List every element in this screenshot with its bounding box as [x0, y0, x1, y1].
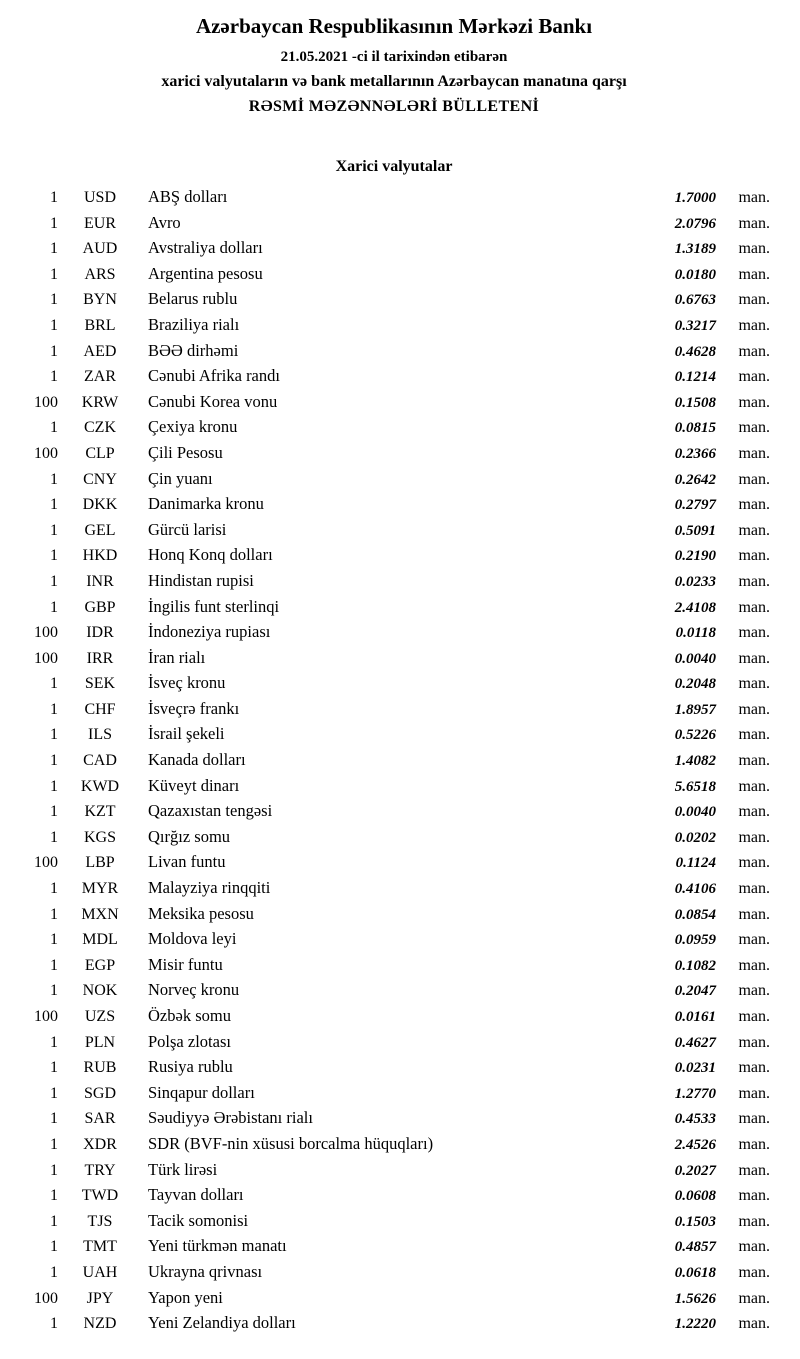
row-currency-code: RUB [83, 1059, 117, 1077]
currency-table-body [18, 187, 770, 1339]
table-row [18, 878, 770, 904]
row-currency-code: CNY [83, 470, 117, 488]
row-currency-code: AED [83, 342, 117, 360]
row-rate-value: 0.0959 [674, 932, 716, 949]
row-currency-name: Yeni türkmən manatı [148, 1236, 287, 1256]
table-row [18, 187, 770, 213]
row-rate-unit: man. [738, 368, 770, 386]
row-rate-value: 0.2047 [674, 983, 716, 1000]
row-rate-value: 1.2220 [674, 1316, 716, 1333]
row-currency-code: TRY [84, 1161, 116, 1179]
row-currency-code: INR [86, 572, 114, 590]
row-rate-unit: man. [738, 649, 770, 667]
row-currency-code: KGS [83, 828, 116, 846]
table-row [18, 1236, 770, 1262]
row-rate-unit: man. [738, 1315, 770, 1333]
row-quantity: 100 [34, 854, 58, 872]
table-row [18, 1032, 770, 1058]
table-row [18, 1211, 770, 1237]
row-rate-unit: man. [738, 931, 770, 949]
row-rate-value: 0.0815 [674, 420, 716, 437]
row-rate-unit: man. [738, 521, 770, 539]
table-row [18, 750, 770, 776]
row-rate-unit: man. [738, 1135, 770, 1153]
row-currency-code: IRR [86, 649, 114, 667]
section-title-foreign-currencies: Xarici valyutalar [335, 158, 453, 175]
row-rate-unit: man. [738, 316, 770, 334]
row-currency-name: Qazaxıstan tengəsi [148, 801, 273, 821]
row-quantity: 1 [50, 1238, 58, 1256]
row-currency-code: BYN [83, 291, 117, 309]
row-quantity: 1 [50, 419, 58, 437]
row-rate-value: 0.2048 [674, 676, 716, 693]
row-rate-value: 0.0231 [674, 1060, 716, 1077]
table-row [18, 417, 770, 443]
row-rate-unit: man. [738, 624, 770, 642]
row-rate-value: 0.4533 [674, 1111, 716, 1128]
row-quantity: 1 [50, 470, 58, 488]
row-quantity: 1 [50, 316, 58, 334]
row-rate-unit: man. [738, 803, 770, 821]
row-rate-unit: man. [738, 572, 770, 590]
row-currency-code: ZAR [84, 368, 116, 386]
row-rate-value: 5.6518 [674, 778, 716, 795]
row-rate-unit: man. [738, 777, 770, 795]
row-rate-unit: man. [738, 700, 770, 718]
row-quantity: 1 [50, 189, 58, 206]
row-currency-code: EGP [84, 956, 116, 974]
table-row [18, 366, 770, 392]
row-rate-value: 0.2797 [674, 497, 716, 514]
row-currency-name: Çin yuanı [148, 468, 213, 488]
bulletin-header [18, 14, 770, 116]
row-currency-code: TJS [87, 1212, 113, 1230]
row-rate-value: 1.4082 [674, 753, 716, 770]
row-rate-unit: man. [738, 1161, 770, 1179]
row-quantity: 1 [50, 1033, 58, 1051]
row-rate-unit: man. [738, 1212, 770, 1230]
row-rate-value: 0.2027 [674, 1162, 716, 1179]
row-currency-name: İndoneziya rupiası [148, 622, 271, 642]
row-currency-name: Tayvan dolları [148, 1185, 244, 1205]
row-rate-unit: man. [738, 240, 770, 258]
row-quantity: 1 [50, 982, 58, 1000]
row-currency-code: USD [83, 189, 116, 206]
row-rate-value: 0.6763 [674, 292, 716, 309]
row-currency-code: SGD [83, 1084, 116, 1102]
row-currency-name: Yapon yeni [148, 1287, 223, 1307]
row-currency-name: Tacik somonisi [148, 1210, 249, 1230]
row-rate-unit: man. [738, 854, 770, 872]
row-currency-name: İsveçrə frankı [148, 698, 240, 718]
row-currency-code: SAR [84, 1110, 116, 1128]
row-quantity: 1 [50, 1161, 58, 1179]
row-currency-name: Norveç kronu [148, 980, 240, 1000]
row-currency-name: Ukrayna qrivnası [148, 1261, 263, 1281]
row-rate-unit: man. [738, 828, 770, 846]
row-rate-unit: man. [738, 496, 770, 514]
row-currency-code: MDL [82, 931, 118, 949]
table-row [18, 955, 770, 981]
table-row [18, 648, 770, 674]
row-currency-code: ILS [88, 726, 112, 744]
row-currency-name: Qırğız somu [148, 826, 231, 846]
table-row [18, 1160, 770, 1186]
row-currency-code: CZK [84, 419, 116, 437]
row-rate-unit: man. [738, 905, 770, 923]
row-rate-value: 0.0040 [674, 650, 716, 667]
row-rate-value: 0.0202 [674, 829, 716, 846]
row-rate-value: 0.5226 [674, 727, 716, 744]
row-currency-code: MYR [81, 880, 119, 898]
row-currency-code: CLP [85, 444, 115, 462]
row-currency-name: Polşa zlotası [148, 1031, 231, 1051]
row-rate-unit: man. [738, 291, 770, 309]
row-rate-value: 1.3189 [674, 241, 716, 258]
row-rate-value: 1.5626 [674, 1290, 716, 1307]
row-rate-value: 0.0854 [674, 906, 716, 923]
row-quantity: 1 [50, 240, 58, 258]
table-row [18, 494, 770, 520]
row-currency-name: Çili Pesosu [148, 442, 223, 462]
row-rate-value: 2.4108 [674, 599, 716, 616]
table-row [18, 622, 770, 648]
table-row [18, 443, 770, 469]
row-currency-name: İsveç kronu [148, 673, 226, 693]
row-currency-name: Çexiya kronu [148, 417, 238, 437]
row-quantity: 100 [34, 649, 58, 667]
row-quantity: 1 [50, 675, 58, 693]
row-currency-code: GEL [84, 521, 116, 539]
row-currency-name: Yeni Zelandiya dolları [148, 1313, 296, 1333]
row-quantity: 1 [50, 368, 58, 386]
row-quantity: 1 [50, 496, 58, 514]
row-rate-unit: man. [738, 547, 770, 565]
row-rate-unit: man. [738, 444, 770, 462]
row-quantity: 100 [34, 1008, 58, 1025]
row-rate-value: 0.0040 [674, 804, 716, 821]
row-currency-code: HKD [82, 547, 118, 565]
row-rate-value: 0.4106 [674, 881, 716, 898]
row-currency-code: PLN [84, 1033, 116, 1051]
row-quantity: 1 [50, 905, 58, 923]
row-rate-unit: man. [738, 1084, 770, 1102]
row-currency-name: İsrail şekeli [148, 724, 225, 744]
table-row [18, 289, 770, 315]
row-rate-value: 1.8957 [674, 701, 716, 718]
row-rate-value: 0.2366 [674, 445, 716, 462]
row-quantity: 1 [50, 265, 58, 283]
row-currency-name: Honq Konq dolları [148, 545, 273, 565]
row-quantity: 1 [50, 777, 58, 795]
row-quantity: 1 [50, 1059, 58, 1077]
table-row [18, 520, 770, 546]
row-rate-unit: man. [738, 342, 770, 360]
table-row [18, 1057, 770, 1083]
bank-name-title: Azərbaycan Respublikasının Mərkəzi Bankı [195, 14, 593, 38]
row-currency-name: Sinqapur dolları [148, 1082, 255, 1102]
row-currency-name: BƏƏ dirhəmi [148, 340, 239, 360]
table-row [18, 1262, 770, 1288]
row-rate-value: 2.0796 [674, 215, 716, 232]
row-currency-code: CHF [84, 700, 116, 718]
row-rate-unit: man. [738, 393, 770, 411]
table-row [18, 827, 770, 853]
row-currency-name: Avstraliya dolları [148, 238, 263, 258]
row-currency-code: TWD [81, 1187, 119, 1205]
row-currency-code: SEK [84, 675, 116, 693]
row-quantity: 1 [50, 214, 58, 232]
row-quantity: 100 [34, 444, 58, 462]
row-currency-code: BRL [84, 316, 116, 334]
row-currency-name: Özbək somu [148, 1006, 231, 1025]
row-quantity: 100 [34, 1289, 58, 1307]
row-rate-value: 0.5091 [674, 522, 716, 539]
row-rate-unit: man. [738, 1289, 770, 1307]
row-currency-name: Avro [148, 212, 181, 232]
row-quantity: 1 [50, 1135, 58, 1153]
row-currency-name: Danimarka kronu [148, 494, 264, 514]
row-quantity: 1 [50, 598, 58, 616]
row-currency-name: Livan funtu [148, 852, 226, 872]
row-currency-name: Moldova leyi [148, 929, 237, 949]
table-row [18, 1108, 770, 1134]
row-currency-name: Kanada dolları [148, 750, 246, 770]
row-currency-code: DKK [82, 496, 118, 514]
table-row [18, 315, 770, 341]
row-currency-code: AUD [82, 240, 118, 258]
row-currency-name: Cənubi Afrika randı [148, 366, 280, 386]
effective-date-line: 21.05.2021 -ci il tarixindən etibarən [280, 49, 508, 65]
row-rate-value: 0.1214 [674, 369, 716, 386]
table-row [18, 852, 770, 878]
row-currency-code: KRW [81, 393, 119, 411]
row-rate-value: 0.0608 [674, 1188, 716, 1205]
row-quantity: 1 [50, 1187, 58, 1205]
row-currency-code: CAD [83, 752, 117, 770]
row-quantity: 1 [50, 956, 58, 974]
row-currency-name: Malayziya rinqqiti [148, 878, 271, 898]
table-row [18, 776, 770, 802]
row-rate-value: 0.0161 [674, 1009, 716, 1025]
row-currency-code: UZS [84, 1008, 116, 1025]
row-quantity: 100 [34, 393, 58, 411]
row-rate-value: 0.4627 [674, 1034, 716, 1051]
row-currency-code: GBP [84, 598, 116, 616]
row-quantity: 1 [50, 880, 58, 898]
table-row [18, 213, 770, 239]
table-row [18, 904, 770, 930]
table-row [18, 571, 770, 597]
row-currency-code: KWD [80, 777, 120, 795]
scope-line: xarici valyutaların və bank metallarının Azərbaycan manatına qarşı [161, 73, 627, 90]
row-rate-unit: man. [738, 214, 770, 232]
row-currency-code: ARS [84, 265, 116, 283]
row-currency-name: Gürcü larisi [148, 519, 227, 539]
table-row [18, 1288, 770, 1314]
row-currency-code: EUR [84, 214, 116, 232]
table-row [18, 264, 770, 290]
row-currency-name: İran rialı [148, 647, 206, 667]
row-rate-unit: man. [738, 1238, 770, 1256]
row-quantity: 1 [50, 1263, 58, 1281]
row-rate-value: 0.2642 [674, 471, 716, 488]
row-rate-unit: man. [738, 752, 770, 770]
row-currency-name: Səudiyyə Ərəbistanı rialı [148, 1108, 313, 1128]
row-quantity: 1 [50, 1315, 58, 1333]
row-rate-value: 0.0180 [674, 266, 716, 283]
row-currency-name: Hindistan rupisi [148, 570, 254, 590]
row-quantity: 1 [50, 342, 58, 360]
row-rate-unit: man. [738, 419, 770, 437]
table-row [18, 341, 770, 367]
table-row [18, 980, 770, 1006]
row-currency-name: Belarus rublu [148, 289, 238, 309]
row-rate-unit: man. [738, 880, 770, 898]
row-rate-value: 0.1508 [674, 394, 716, 411]
row-rate-unit: man. [738, 1059, 770, 1077]
row-quantity: 1 [50, 726, 58, 744]
row-quantity: 1 [50, 1084, 58, 1102]
row-currency-name: Argentina pesosu [148, 263, 263, 283]
row-currency-code: KZT [84, 803, 116, 821]
table-row [18, 699, 770, 725]
row-currency-name: Rusiya rublu [148, 1057, 233, 1077]
row-rate-value: 0.2190 [674, 548, 716, 565]
table-row [18, 392, 770, 418]
row-currency-name: ABŞ dolları [148, 187, 228, 206]
row-currency-code: LBP [85, 854, 115, 872]
row-quantity: 1 [50, 700, 58, 718]
row-rate-value: 0.1503 [674, 1213, 716, 1230]
table-row [18, 1134, 770, 1160]
row-rate-unit: man. [738, 982, 770, 1000]
row-rate-value: 0.0233 [674, 573, 716, 590]
table-row [18, 597, 770, 623]
row-currency-code: NOK [82, 982, 118, 1000]
row-currency-code: NZD [83, 1315, 117, 1333]
row-currency-name: Cənubi Korea vonu [148, 391, 278, 411]
row-rate-unit: man. [738, 1187, 770, 1205]
row-rate-value: 1.2770 [674, 1085, 716, 1102]
row-quantity: 1 [50, 291, 58, 309]
row-rate-value: 0.1082 [674, 957, 716, 974]
row-rate-value: 0.0118 [675, 625, 716, 642]
table-row [18, 1185, 770, 1211]
row-quantity: 1 [50, 752, 58, 770]
row-quantity: 1 [50, 1212, 58, 1230]
row-rate-unit: man. [738, 956, 770, 974]
row-rate-value: 0.4857 [674, 1239, 716, 1256]
row-currency-code: MXN [81, 905, 119, 923]
bulletin-title: RƏSMİ MƏZƏNNƏLƏRİ BÜLLETENİ [248, 98, 540, 115]
row-currency-code: JPY [86, 1289, 114, 1307]
table-row [18, 724, 770, 750]
row-rate-unit: man. [738, 1110, 770, 1128]
row-rate-unit: man. [738, 1008, 770, 1025]
row-quantity: 1 [50, 1110, 58, 1128]
table-row [18, 673, 770, 699]
table-row [18, 929, 770, 955]
row-currency-name: Braziliya rialı [148, 314, 240, 334]
row-rate-unit: man. [738, 598, 770, 616]
table-row [18, 1313, 770, 1339]
table-row [18, 469, 770, 495]
row-rate-unit: man. [738, 470, 770, 488]
row-rate-value: 2.4526 [674, 1136, 716, 1153]
row-quantity: 1 [50, 572, 58, 590]
row-rate-unit: man. [738, 189, 770, 206]
row-currency-name: Türk lirəsi [148, 1159, 218, 1179]
row-quantity: 1 [50, 547, 58, 565]
row-currency-code: XDR [83, 1135, 117, 1153]
row-rate-unit: man. [738, 675, 770, 693]
row-currency-name: Küveyt dinarı [148, 775, 240, 795]
row-rate-unit: man. [738, 1263, 770, 1281]
row-currency-name: SDR (BVF-nin xüsusi borcalma hüquqları) [148, 1133, 434, 1153]
table-row [18, 1083, 770, 1109]
table-row [18, 545, 770, 571]
row-rate-value: 1.7000 [674, 190, 716, 206]
row-currency-name: Misir funtu [148, 954, 223, 974]
row-quantity: 1 [50, 521, 58, 539]
row-quantity: 1 [50, 828, 58, 846]
row-rate-value: 0.4628 [674, 343, 716, 360]
row-rate-unit: man. [738, 1033, 770, 1051]
row-currency-name: İngilis funt sterlinqi [148, 596, 280, 616]
table-row [18, 238, 770, 264]
row-quantity: 100 [34, 624, 58, 642]
row-rate-value: 0.0618 [674, 1264, 716, 1281]
row-currency-code: UAH [82, 1263, 118, 1281]
row-currency-name: Meksika pesosu [148, 903, 254, 923]
row-currency-code: TMT [83, 1238, 117, 1256]
row-rate-unit: man. [738, 726, 770, 744]
row-rate-value: 0.1124 [675, 855, 716, 872]
table-row [18, 801, 770, 827]
row-quantity: 1 [50, 931, 58, 949]
row-currency-code: IDR [86, 624, 114, 642]
row-rate-value: 0.3217 [674, 317, 716, 334]
row-quantity: 1 [50, 803, 58, 821]
table-row [18, 1006, 770, 1032]
row-rate-unit: man. [738, 265, 770, 283]
